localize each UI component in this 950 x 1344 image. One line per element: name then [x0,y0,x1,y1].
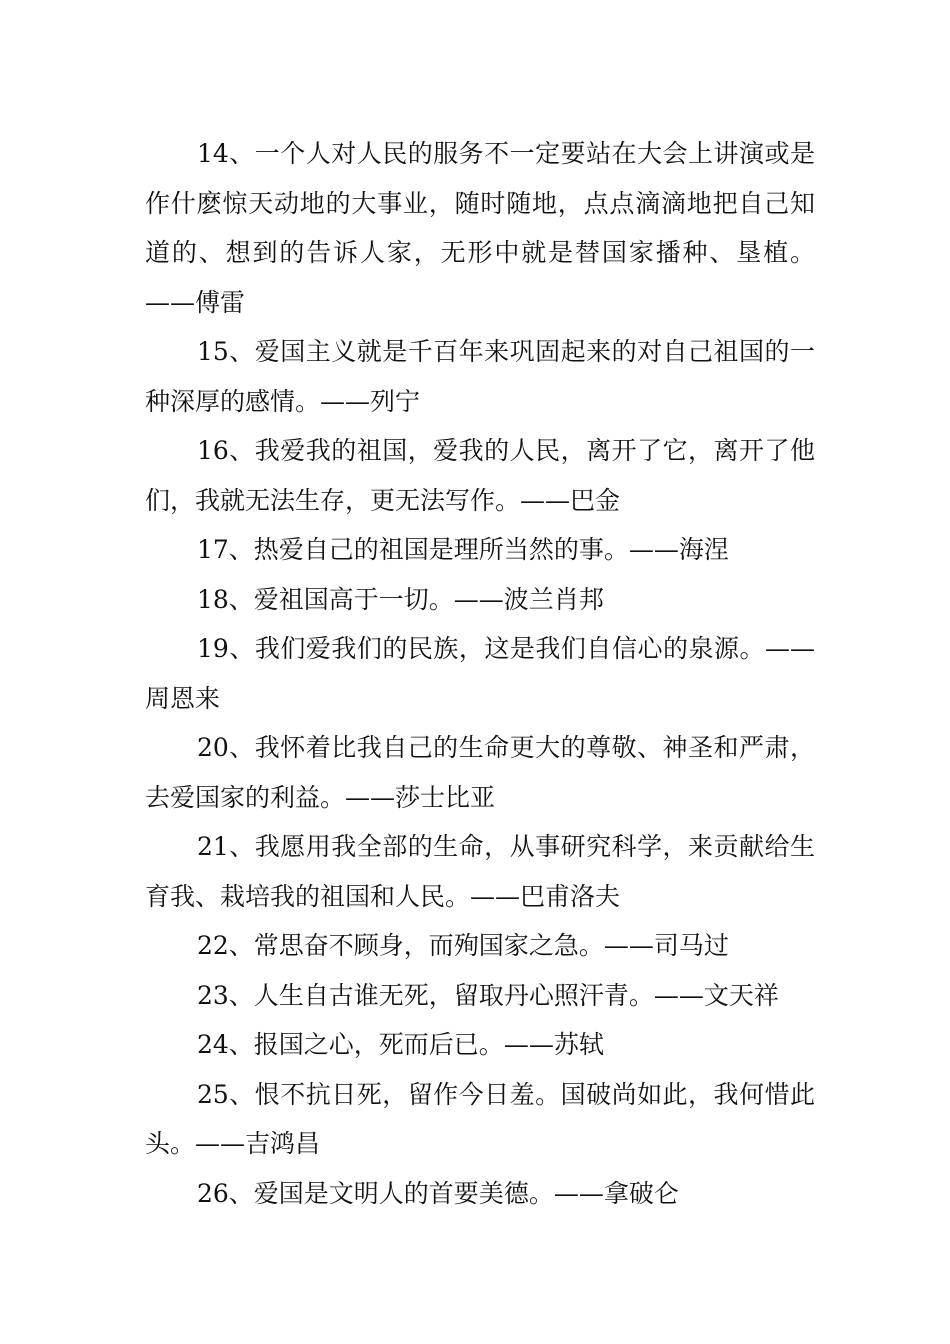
quote-paragraph: 16、我爱我的祖国，爱我的人民，离开了它，离开了他们，我就无法生存，更无法写作。——巴金 [145,436,815,515]
quote-paragraph: 25、恨不抗日死，留作今日羞。国破尚如此，我何惜此头。——吉鸿昌 [145,1079,815,1158]
document-page [145,129,815,1218]
quote-paragraph: 14、一个人对人民的服务不一定要站在大会上讲演或是作什麽惊天动地的大事业，随时随地，点点滴滴地把自己知道的、想到的告诉人家，无形中就是替国家播种、垦植。——傅雷 [145,139,815,317]
quote-paragraph: 19、我们爱我们的民族，这是我们自信心的泉源。——周恩来 [145,634,815,713]
quote-paragraph: 23、人生自古谁无死，留取丹心照汗青。——文天祥 [197,980,779,1010]
quote-paragraph: 26、爱国是文明人的首要美德。——拿破仑 [197,1178,679,1208]
quote-paragraph: 17、热爱自己的祖国是理所当然的事。——海涅 [197,535,729,564]
quote-paragraph: 22、常思奋不顾身，而殉国家之急。——司马过 [197,931,729,960]
quote-paragraph: 20、我怀着比我自己的生命更大的尊敬、神圣和严肃，去爱国家的利益。——莎士比亚 [145,733,815,812]
quote-paragraph: 21、我愿用我全部的生命，从事研究科学，来贡献给生育我、栽培我的祖国和人民。——巴甫洛夫 [145,832,815,911]
quote-paragraph: 18、爱祖国高于一切。——波兰肖邦 [197,584,604,614]
quote-paragraph: 24、报国之心，死而后已。——苏轼 [197,1030,604,1059]
quote-paragraph: 15、爱国主义就是千百年来巩固起来的对自己祖国的一种深厚的感情。——列宁 [145,337,815,416]
